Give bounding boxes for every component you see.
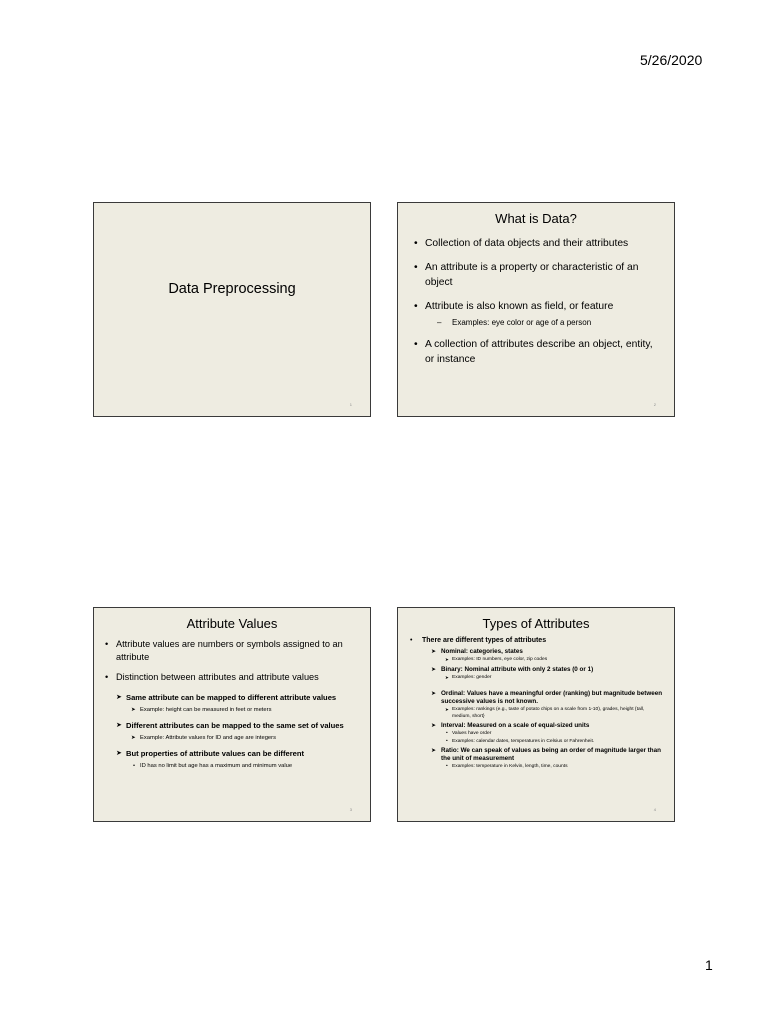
point-list	[94, 692, 370, 771]
slide-number: 1	[349, 402, 352, 407]
slide-title: Types of Attributes	[482, 616, 590, 631]
example-item: ➤ Example: Attribute values for ID and age are integers	[94, 734, 370, 743]
page-number: 1	[705, 957, 713, 973]
attribute-type: ➤ Nominal: categories, states	[406, 648, 664, 656]
slide-thumbnail-2[interactable]	[397, 202, 675, 417]
arrow-point: ➤ But properties of attribute values can be different	[94, 748, 370, 759]
bullet-list	[406, 636, 664, 771]
slide-title: What is Data?	[495, 211, 577, 226]
slide-title: Attribute Values	[186, 616, 278, 631]
example-item: • Examples: calendar dates, temperatures in Celsius or Fahrenheit.	[406, 739, 664, 746]
bullet-item: • Attribute values are numbers or symbols assigned to an attribute	[102, 638, 358, 663]
attribute-type: ➤ Ratio: We can speak of values as being an order of magnitude larger than the unit of measurement	[406, 747, 664, 763]
slide-number: 3	[349, 807, 352, 812]
slide-thumbnail-3[interactable]	[93, 607, 371, 822]
bullet-list	[102, 638, 358, 684]
slide-number: 4	[653, 807, 656, 812]
slide-thumbnail-1[interactable]	[93, 202, 371, 417]
bullet-item: • A collection of attributes describe an object, entity, or instance	[414, 337, 660, 367]
bullet-item: • Distinction between attributes and attribute values	[102, 671, 358, 684]
bullet-item: • There are different types of attributes	[406, 636, 664, 646]
slide-number: 2	[653, 402, 656, 407]
slide-thumbnail-4[interactable]	[397, 607, 675, 822]
bullet-item	[414, 299, 660, 328]
example-item: • ID has no limit but age has a maximum and minimum value	[94, 762, 370, 771]
bullet-text: Attribute is also known as field, or feature	[425, 301, 614, 312]
arrow-point: ➤ Different attributes can be mapped to the same set of values	[94, 720, 370, 731]
example-item: • Examples: temperature in Kelvin, length, time, counts	[406, 764, 664, 771]
bullet-item: • An attribute is a property or characteristic of an object	[414, 260, 660, 290]
attribute-type: ➤ Interval: Measured on a scale of equal-sized units	[406, 722, 664, 730]
page-date: 5/26/2020	[640, 52, 703, 68]
bullet-item: • Collection of data objects and their attributes	[414, 236, 660, 251]
attribute-type: ➤ Binary: Nominal attribute with only 2 states (0 or 1)	[406, 666, 664, 674]
example-item: ➤ Example: height can be measured in feet or meters	[94, 706, 370, 715]
slide-title: Data Preprocessing	[168, 281, 296, 297]
example-item: ➤ Examples: ID numbers, eye color, zip codes	[406, 657, 664, 664]
example-item: ➤ Examples: rankings (e.g., taste of potato chips on a scale from 1-10), grades, height {tall, medium, short}	[406, 707, 664, 720]
example-item: ➤ Examples: gender	[406, 675, 664, 682]
bullet-list	[414, 236, 660, 367]
sub-bullet-item: – Examples: eye color or age of a person	[425, 317, 660, 328]
attribute-type: ➤ Ordinal: Values have a meaningful order (ranking) but magnitude between successive values is not known.	[406, 690, 664, 706]
example-item: • Values have order	[406, 731, 664, 738]
arrow-point: ➤ Same attribute can be mapped to different attribute values	[94, 692, 370, 703]
